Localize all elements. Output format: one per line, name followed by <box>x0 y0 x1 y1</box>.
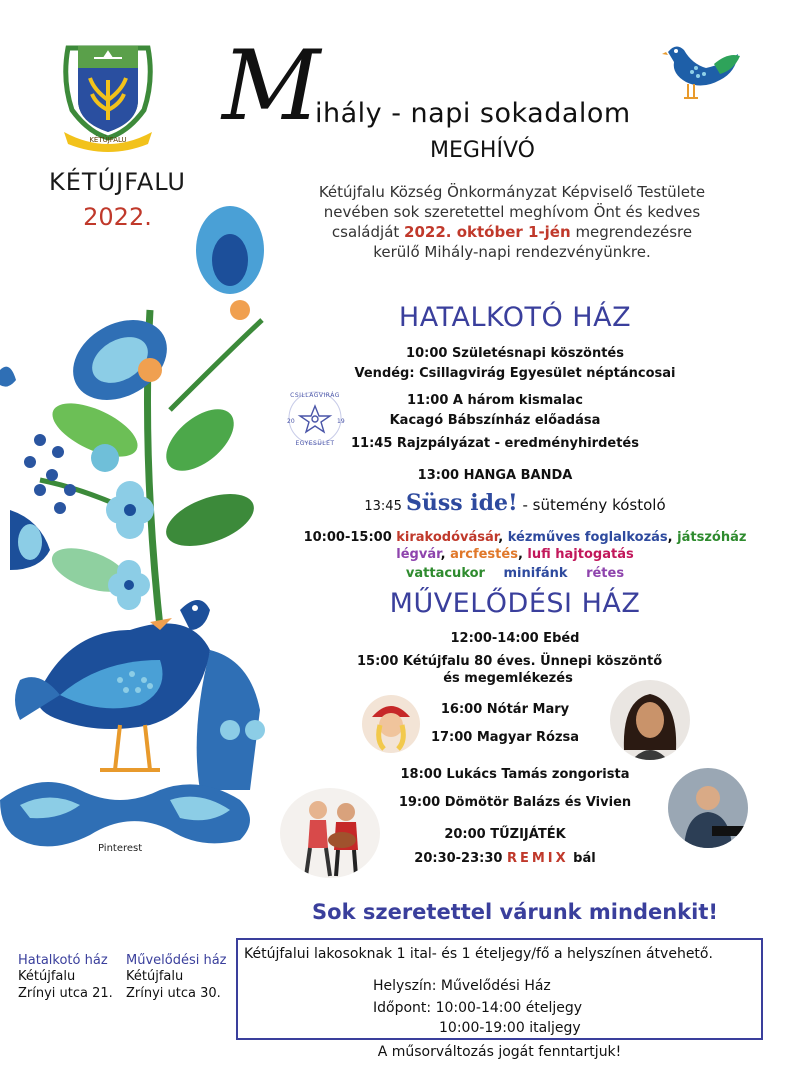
logo-text-bottom: EGYESÜLET <box>295 440 335 447</box>
closing-message: Sok szeretettel várunk mindenkit! <box>312 900 718 924</box>
program-item: 17:00 Magyar Rózsa <box>430 730 580 745</box>
info-time-drink: 10:00-19:00 italjegy <box>439 1020 581 1036</box>
crest-ribbon-text: KÉTÚJFALU <box>89 136 127 144</box>
activity-keyword: kirakodóvásár <box>396 530 499 545</box>
program-item: Vendég: Csillagvirág Egyesület néptáncosai <box>354 366 676 381</box>
program-item: 10:00 Születésnapi köszöntés <box>406 346 624 361</box>
folk-floral-illustration <box>0 190 270 870</box>
page-title: ihály - napi sokadalom <box>315 98 631 129</box>
section-heading-hatalkoto: HATALKOTÓ HÁZ <box>398 302 632 333</box>
suss-ide-label: Süss ide! <box>405 490 518 516</box>
logo-text-19: 19 <box>337 418 345 425</box>
event-year: 2022. <box>83 203 152 231</box>
program-item: 13:00 HANGA BANDA <box>417 468 573 483</box>
image-credit: Pinterest <box>98 843 143 854</box>
blue-bird-illustration <box>662 34 742 104</box>
title-initial: M <box>222 30 321 142</box>
address-town: Kétújfalu <box>126 969 184 984</box>
program-item-suss-ide <box>290 490 740 516</box>
activity-keyword: rétes <box>586 566 625 581</box>
activity-keyword: minifánk <box>503 566 568 581</box>
intro-line: Kétújfalu Község Önkormányzat Képviselő Testülete <box>318 183 706 201</box>
separator: , <box>440 547 451 562</box>
performer-photo-lukacs-tamas <box>668 768 748 848</box>
program-item-remix <box>360 851 650 866</box>
program-item: és megemlékezés <box>443 671 573 686</box>
intro-text <box>272 182 752 262</box>
separator: , <box>498 530 508 545</box>
program-item: 16:00 Nótár Mary <box>440 702 570 717</box>
program-item: 12:00-14:00 Ebéd <box>450 631 580 646</box>
address-block-muvelodesi <box>126 953 236 1002</box>
program-time: 20:30-23:30 <box>414 851 507 866</box>
separator: , <box>667 530 678 545</box>
address-title: Művelődési ház <box>126 953 227 968</box>
performer-photo-magyar-rozsa <box>610 680 690 760</box>
program-item: 19:00 Dömötör Balázs és Vivien <box>398 795 632 810</box>
activity-keyword: lufi hajtogatás <box>527 547 634 562</box>
program-item: 18:00 Lukács Tamás zongorista <box>400 767 630 782</box>
program-time: 13:45 <box>364 499 406 514</box>
intro-line: kerülő Mihály-napi rendezvényünkre. <box>373 243 651 261</box>
program-item: 11:00 A három kismalac <box>406 393 584 408</box>
program-desc: bál <box>568 851 596 866</box>
section-heading-muvelodesi: MŰVELŐDÉSI HÁZ <box>389 588 641 619</box>
activity-keyword: kézműves foglalkozás <box>507 530 668 545</box>
program-item: 11:45 Rajzpályázat - eredményhirdetés <box>351 436 639 451</box>
program-item: 15:00 Kétújfalu 80 éves. Ünnepi köszöntő <box>357 654 663 669</box>
program-desc: - sütemény kóstoló <box>517 496 666 514</box>
info-place: Helyszín: Művelődési Ház <box>373 978 551 994</box>
logo-text-20: 20 <box>287 418 295 425</box>
event-date: 2022. október 1-jén <box>404 223 571 241</box>
performer-photo-domotor-balazs-vivien <box>280 788 380 878</box>
fair-activities-3 <box>330 566 700 581</box>
intro-line: nevében sok szeretettel meghívom Önt és kedves <box>323 203 701 221</box>
intro-line <box>272 222 752 242</box>
activity-keyword: légvár <box>396 547 441 562</box>
performer-photo-notar-mary <box>362 695 420 753</box>
logo-text-top: CSILLAGVIRÁG <box>290 392 340 399</box>
info-box <box>236 938 763 1040</box>
fair-activities <box>290 530 760 545</box>
activity-keyword: arcfestés <box>450 547 518 562</box>
page-subtitle: MEGHÍVÓ <box>430 138 535 163</box>
program-item: Kacagó Bábszínház előadása <box>389 413 601 428</box>
address-street: Zrínyi utca 30. <box>126 986 221 1001</box>
village-name: KÉTÚJFALU <box>49 168 186 196</box>
disclaimer-note: A műsorváltozás jogát fenntartjuk! <box>377 1044 622 1060</box>
program-time: 10:00-15:00 <box>303 530 397 545</box>
address-town: Kétújfalu <box>18 969 76 984</box>
info-line: Kétújfalui lakosoknak 1 ital- és 1 ételjegy/fő a helyszínen átvehető. <box>244 946 713 962</box>
info-time-food: Időpont: 10:00-14:00 ételjegy <box>373 1000 583 1016</box>
address-street: Zrínyi utca 21. <box>18 986 113 1001</box>
address-block-hatalkoto <box>18 953 128 1002</box>
intro-text-part: megrendezésre <box>570 223 693 241</box>
activity-keyword: játszóház <box>677 530 747 545</box>
program-item: 20:00 TŰZIJÁTÉK <box>444 827 566 842</box>
intro-text-part: családját <box>331 223 405 241</box>
fair-activities-2 <box>330 547 700 562</box>
address-title: Hatalkotó ház <box>18 953 108 968</box>
separator: , <box>517 547 528 562</box>
remix-label: REMIX <box>506 851 569 866</box>
activity-keyword: vattacukor <box>405 566 485 581</box>
